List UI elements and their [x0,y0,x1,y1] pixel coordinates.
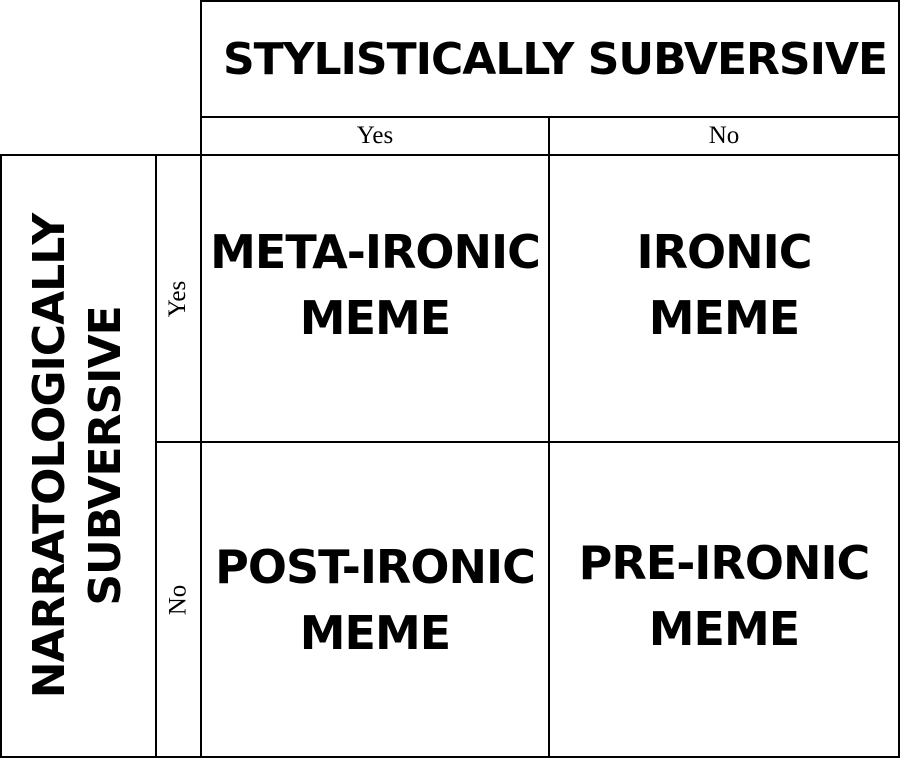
row-value-no: No [164,584,192,615]
column-value-no: No [708,122,740,149]
row-axis-title-line2: SUBVERSIVE [80,306,132,606]
quadrant-label-line1: POST-IRONIC [215,539,535,594]
quadrant-meta-ironic [202,156,548,441]
column-value-yes: Yes [356,122,394,149]
row-value-no-cell [157,443,200,756]
quadrant-ironic [550,156,898,441]
quadrant-label-line2: MEME [299,290,451,345]
quadrant-label-line2: MEME [299,605,451,660]
quadrant-label-line1: PRE-IRONIC [578,535,870,590]
row-axis-title-line1: NARRATOLOGICALLY [24,213,76,699]
quadrant-label-line2: MEME [648,290,800,345]
quadrant-label-line1: IRONIC [636,224,812,279]
quadrant-label-line2: MEME [648,601,800,656]
row-value-yes-cell [157,156,200,441]
quadrant-pre-ironic [550,443,898,756]
quadrant-post-ironic [202,443,548,756]
quadrant-label-line1: META-IRONIC [210,224,540,279]
row-axis-title [2,156,155,756]
row-value-yes: Yes [164,280,192,317]
column-axis-title: STYLISTICALLY SUBVERSIVE [222,33,888,85]
